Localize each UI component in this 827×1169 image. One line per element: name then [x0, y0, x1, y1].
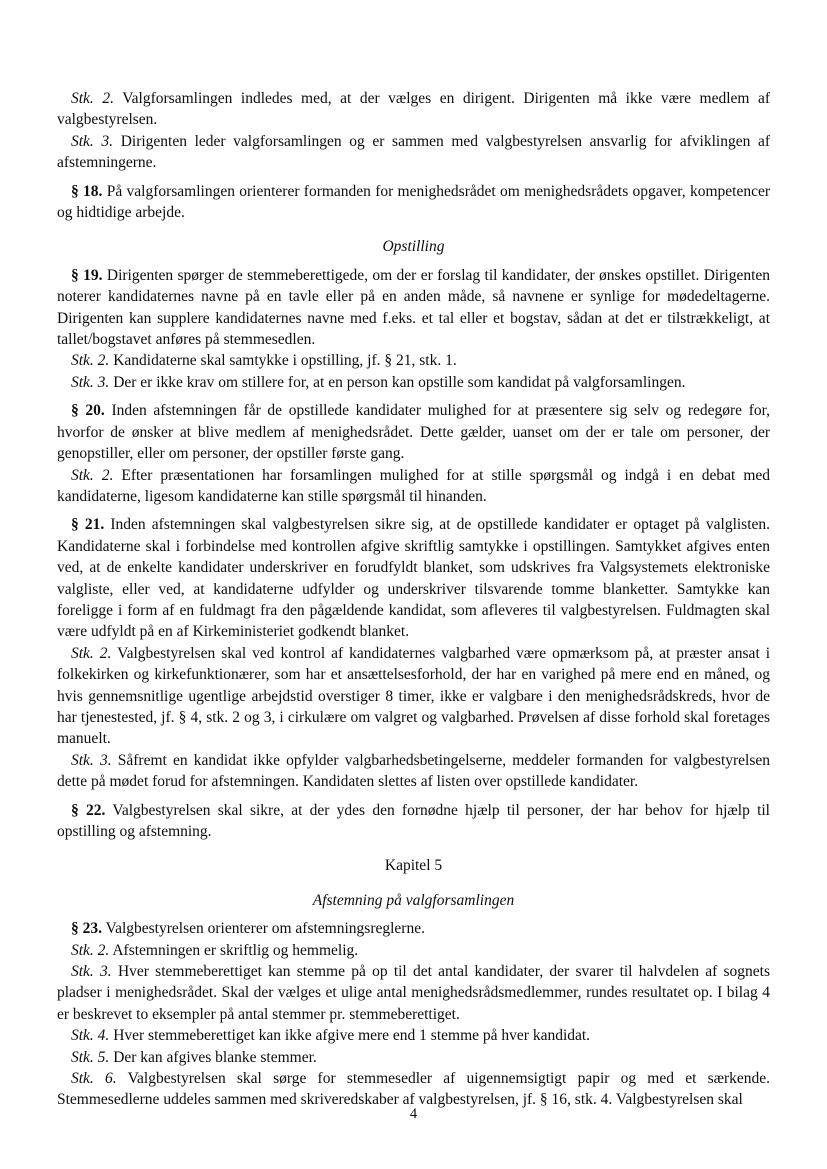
paragraph-text: På valgforsamlingen orienterer formanden for menighedsrådet om menighedsrådets opgaver, kompetencer og hidtidige arbejde. — [57, 182, 771, 222]
section-marker: § 19. — [71, 266, 103, 284]
stk-marker: Stk. 6. — [71, 1070, 117, 1088]
paragraph-text: Der kan afgives blanke stemmer. — [113, 1048, 317, 1066]
paragraph-text: Valgbestyrelsen skal ved kontrol af kandidaternes valgbarhed være opmærksom på, at præster ansat i folkekirken og kirkefunktionærer, som har et ansættelsesforhold, der har en varighed på mere end en måned, og hvis gennemsnitlige ugentlige arbejdstid overstiger 8 timer, ikke er valgbare i den menighedsrådskreds, hvor de har tjenestested, jf. § 4, stk. 2 og 3, i cirkulære om valgret og valgbarhed. Prøvelsen af disse forhold skal foretages manuelt. — [57, 644, 771, 748]
paragraph — [57, 800, 770, 843]
paragraph — [57, 181, 770, 224]
paragraph-text: Inden afstemningen får de opstillede kandidater mulighed for at præsentere sig selv og redegøre for, hvorfor de ønsker at blive medlem af menighedsrådet. Dette gælder, uanset om der er tale om personer, der genopstiller, eller om personer, der opstiller første gang. — [57, 402, 771, 463]
section-heading: Afstemning på valgforsamlingen — [312, 891, 515, 909]
paragraph-text: Hver stemmeberettiget kan stemme på op til det antal kandidater, der svarer til halvdelen af sognets pladser i menighedsrådet. Skal der vælges et ulige antal menighedsrådsmedlemmer, rundes resultatet op. I bilag 4 er beskrevet to eksempler på antal stemmer pr. stemmeberettiget. — [57, 963, 771, 1023]
paragraph-text: Valgbestyrelsen orienterer om afstemningsreglerne. — [105, 920, 425, 938]
paragraph — [57, 750, 770, 793]
paragraph — [57, 372, 770, 393]
paragraph-text: Såfremt en kandidat ikke opfylder valgbarhedsbetingelserne, meddeler formanden for valgbestyrelsen dette på mødet forud for afstemningen. Kandidaten slettes af listen over opstillede kandidater. — [57, 751, 771, 791]
stk-marker: Stk. 4. — [71, 1027, 110, 1045]
paragraph — [57, 1047, 770, 1068]
stk-marker: Stk. 2. — [71, 941, 110, 959]
paragraph-text: Hver stemmeberettiget kan ikke afgive mere end 1 stemme på hver kandidat. — [113, 1027, 591, 1045]
paragraph-text: Kandidaterne skal samtykke i opstilling, jf. § 21, stk. 1. — [113, 352, 457, 370]
section-marker: § 18. — [71, 182, 103, 200]
paragraph — [57, 643, 770, 750]
paragraph — [57, 918, 770, 939]
stk-marker: Stk. 3. — [71, 963, 112, 981]
paragraph — [57, 400, 770, 464]
paragraph-text: Inden afstemningen skal valgbestyrelsen sikre sig, at de opstillede kandidater er optaget på valglisten. Kandidaterne skal i forbindelse med kontrollen afgive skriftlig samtykke i opstillingen. Samtykket afgives enten ved, at de enkelte kandidater underskriver en forudfyldt blanket, som udskrives fra Valgsystemets elektroniske valgliste, eller ved, at kandidaterne udfylder og underskriver tilsvarende tomme blanketter. Samtykke kan foreligge i form af en fuldmagt fra den pågældende kandidat, som afleveres til valgbestyrelsen. Fuldmagten skal være udfyldt på en af Kirkeministeriet godkendt blanket. — [57, 516, 771, 641]
paragraph-text: Efter præsentationen har forsamlingen mulighed for at stille spørgsmål og indgå i en debat med kandidaterne, ligesom kandidaterne kan stille spørgsmål til hinanden. — [57, 466, 771, 505]
paragraph — [57, 465, 770, 508]
stk-marker: Stk. 2. — [71, 352, 110, 370]
section-marker: § 20. — [71, 402, 105, 420]
paragraph-text: Der er ikke krav om stillere for, at en person kan opstille som kandidat på valgforsamlingen. — [113, 373, 686, 391]
paragraph — [57, 940, 770, 961]
paragraph — [57, 350, 770, 371]
paragraph-text: Valgbestyrelsen skal sørge for stemmesedler af uigennemsigtigt papir og med et særkende. Stemmesedlerne uddeles sammen med skriveredskaber af valgbestyrelsen, jf. § 16, stk. 4. Valgbestyrelsen skal — [57, 1070, 770, 1109]
stk-marker: Stk. 5. — [71, 1048, 110, 1066]
stk-marker: Stk. 2. — [71, 90, 114, 107]
section-marker: § 22. — [71, 801, 106, 819]
paragraph-text: Afstemningen er skriftlig og hemmelig. — [112, 941, 359, 959]
paragraph-text: Dirigenten leder valgforsamlingen og er sammen med valgbestyrelsen ansvarlig for afviklingen af afstemningerne. — [57, 132, 771, 172]
paragraph — [57, 1025, 770, 1046]
stk-marker: Stk. 2. — [71, 644, 112, 662]
stk-marker: Stk. 3. — [71, 751, 112, 769]
section-marker: § 21. — [71, 516, 105, 534]
page-number: 4 — [409, 1106, 418, 1122]
paragraph-text: Valgforsamlingen indledes med, at der vælges en dirigent. Dirigenten må ikke være medlem af valgbestyrelsen. — [57, 90, 770, 129]
paragraph — [57, 514, 770, 642]
section-heading: Opstilling — [382, 238, 445, 256]
stk-marker: Stk. 3. — [71, 373, 110, 391]
paragraph — [57, 961, 770, 1025]
stk-marker: Stk. 2. — [71, 466, 114, 484]
section-heading: Kapitel 5 — [384, 857, 443, 875]
paragraph — [57, 265, 770, 351]
stk-marker: Stk. 3. — [71, 132, 114, 150]
section-marker: § 23. — [71, 920, 102, 938]
paragraph-text: Dirigenten spørger de stemmeberettigede, om der er forslag til kandidater, der ønskes opstillet. Dirigenten noterer kandidaternes navne på en tavle eller på en anden måde, så navnene er synlige for mødedeltagerne. Dirigenten kan supplere kandidaternes navne med f.eks. et tal eller et bogstav, sådan at det er tilstrækkeligt, at tallet/bogstavet anføres på stemmesedlen. — [57, 266, 771, 349]
paragraph — [57, 88, 770, 131]
paragraph-text: Valgbestyrelsen skal sikre, at der ydes den fornødne hjælp til personer, der har behov for hjælp til opstilling og afstemning. — [57, 801, 770, 840]
paragraph — [57, 131, 770, 174]
document-body — [57, 88, 770, 1111]
